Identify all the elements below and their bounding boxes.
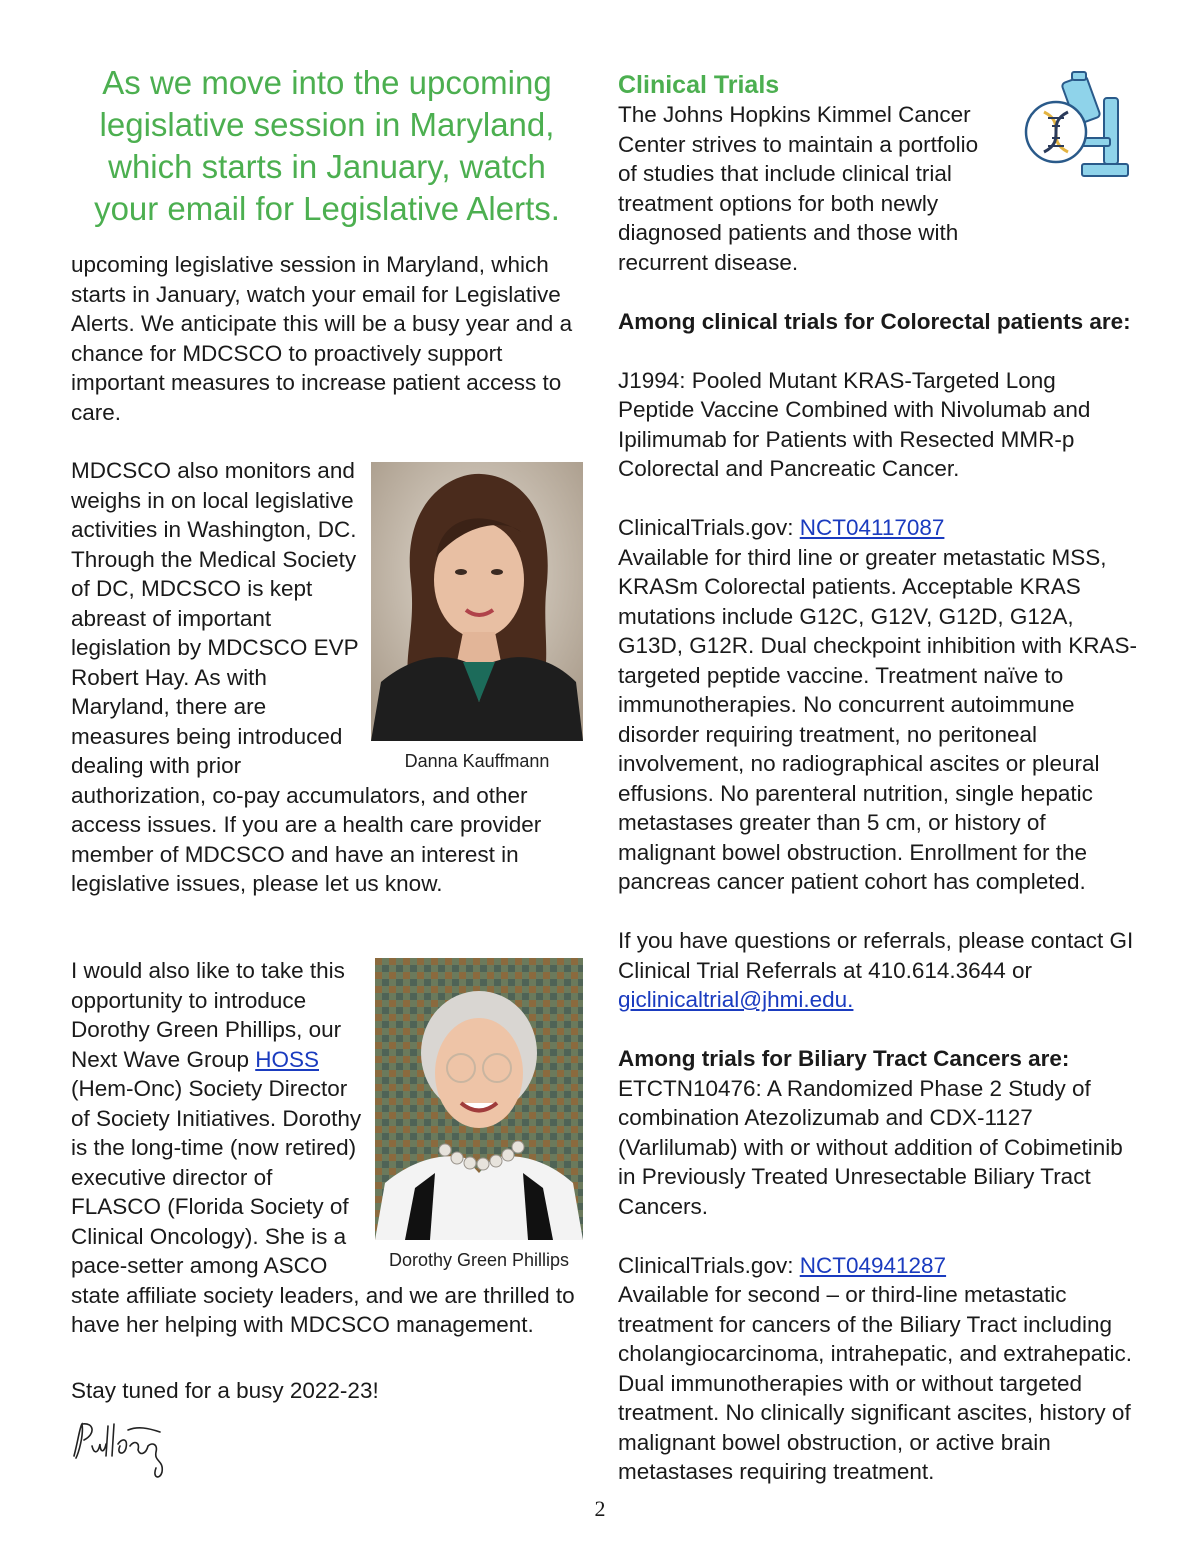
ct-label: ClinicalTrials.gov: (618, 515, 800, 540)
trial2-title: ETCTN10476: A Randomized Phase 2 Study of combination Atezolizumab and CDX-1127 (Varlilumab) with or without addition of Cobimetinib in Previously Treated Unresectable Biliary Tract Cancers. (618, 1075, 1123, 1219)
caption-danna-kauffmann: Danna Kauffmann (404, 751, 550, 771)
microscope-dna-icon (1024, 68, 1132, 180)
nct04941287-link[interactable]: NCT04941287 (799, 1252, 947, 1278)
dc-legislation-paragraph: MDCSCO also monitors and weighs in on local legislative activities in Washington, DC. Through the Medical Society of DC, MDCSCO is kept abreast of important legislation by MDCSCO EVP Robert Hay. As with Maryland, there are measures being introduced dealing with prior authorization, co-pay accumulators, and other access issues. If you are a health care provider member of MDCSCO and have an interest in legislative issues, please let us know. (71, 458, 542, 896)
introduction-text-start: I would also like to take this opportunity to introduce Dorothy Green Phillips, our Next Wave Group (71, 958, 345, 1072)
hoss-link[interactable]: HOSS (255, 1046, 319, 1072)
introduction-section (71, 956, 583, 1340)
nct04117087-link[interactable]: NCT04117087 (799, 515, 945, 540)
clinical-trials-intro: The Johns Hopkins Kimmel Cancer Center strives to maintain a portfolio of studies that include clinical trial treatment options for both newly diagnosed patients and those with recurrent disease. (618, 102, 979, 275)
photo-dorothy-green-phillips (375, 958, 583, 1240)
trial2-description: Available for second – or third-line metastatic treatment for cancers of the Biliary Tract including cholangiocarcinoma, intrahepatic, and extrahepatic. Dual immunotherapies with or without targeted treatment. No clinically significant ascites, history of malignant bowel obstruction, or active brain metastases requiring treatment. (618, 1282, 1133, 1484)
contact-email-link[interactable]: giclinicaltrial@jhmi.edu. (618, 987, 854, 1012)
dc-legislation-section (71, 456, 583, 899)
trial2-ct-line (618, 1251, 1138, 1281)
trial1-ct-line (618, 513, 1138, 543)
trial1-description: Available for third line or greater metastatic MSS, KRASm Colorectal patients. Acceptable KRAS mutations include G12C, G12V, G12D, G12A, G13D, G12R. Dual checkpoint inhibition with KRAS-targeted peptide vaccine. Treatment naïve to immunotherapies. No concurrent autoimmune disorder requiring treatment, no peritoneal involvement, no radiographical ascites or pleural effusions. No parenteral nutrition, single hepatic metastases greater than 5 cm, or history of malignant bowel obstruction. Enrollment for the pancreas cancer patient cohort has completed. (618, 544, 1137, 894)
photo-danna-kauffmann (371, 462, 583, 741)
stay-tuned-text: Stay tuned for a busy 2022-23! (71, 1378, 379, 1403)
trial1-title: J1994: Pooled Mutant KRAS-Targeted Long Peptide Vaccine Combined with Nivolumab and Ipilimumab for Patients with Resected MMR-p Colorectal and Pancreatic Cancer. (618, 367, 1091, 481)
ct-label: ClinicalTrials.gov: (618, 1252, 800, 1278)
signature-image (68, 1416, 188, 1484)
caption-dorothy-green-phillips: Dorothy Green Phillips (388, 1250, 570, 1270)
portrait-graphic (371, 462, 583, 741)
intro-paragraph: upcoming legislative session in Maryland, which starts in January, watch your email for Legislative Alerts. We anticipate this will be a busy year and a chance for MDCSCO to proactively support important measures to increase patient access to care. (71, 252, 573, 425)
introduction-text-end: (Hem-Onc) Society Director of Society Initiatives. Dorothy is the long-time (now retired) executive director of FLASCO (Florida Society of Clinical Oncology). She is a pace-setter among ASCO state affiliate society leaders, and we are thrilled to have her helping with MDCSCO management. (71, 1076, 575, 1337)
photo-figure-phillips (375, 956, 583, 1272)
contact-text: If you have questions or referrals, please contact GI Clinical Trial Referrals at 410.614.3644 or (618, 928, 1134, 983)
portrait-graphic (375, 958, 583, 1240)
biliary-heading: Among trials for Biliary Tract Cancers are: (618, 1046, 1070, 1071)
clinical-trials-heading: Clinical Trials (618, 71, 780, 99)
photo-figure-kauffmann (371, 456, 583, 773)
pull-quote: As we move into the upcoming legislative session in Maryland, which starts in January, watch your email for Legislative Alerts. (94, 64, 560, 227)
colorectal-heading: Among clinical trials for Colorectal patients are: (618, 308, 1131, 334)
clinical-trials-column (618, 70, 1138, 1487)
page-number: 2 (594, 1496, 606, 1521)
